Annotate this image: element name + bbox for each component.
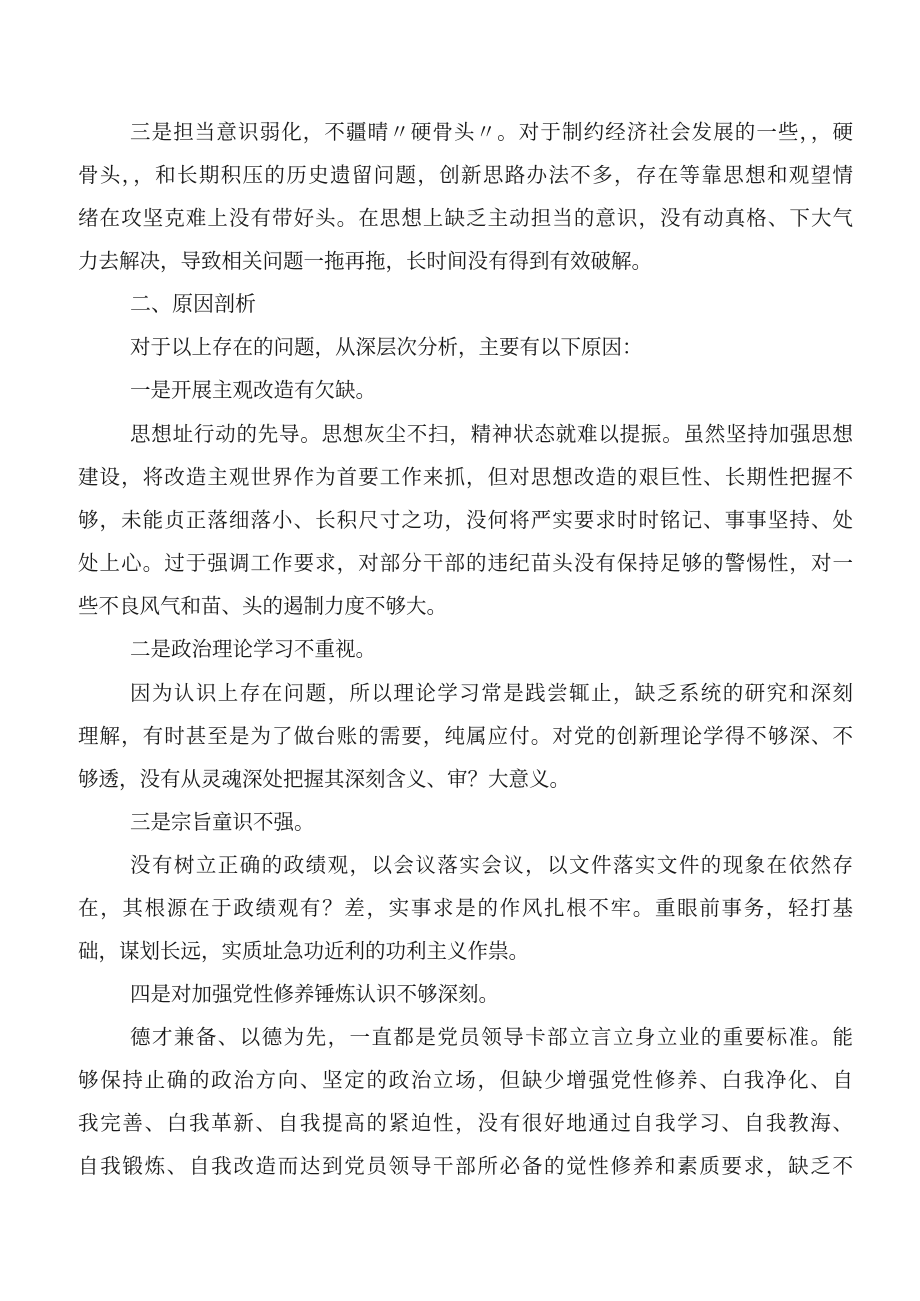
text-line: 德才兼备、以德为先，一直都是党员领导卡部立言立身立业的重要标准。能 [130,1025,853,1049]
text-line: 建设，将改造主观世界作为首要工作来抓，但对思想改造的艰巨性、长期性把握不 [78,465,853,489]
text-line: 础，谋划长远，实质址急功近利的功利主义作祟。 [78,939,529,963]
text-line: 绪在攻坚克难上没有带好头。在思想上缺乏主动担当的意识，没有动真格、下大气 [78,206,853,230]
text-line: 思想址行动的先导。思想灰尘不扫，精神状态就难以提振。虽然坚持加强思想 [130,422,853,446]
text-line: 没有树立正确的政绩观，以会议落实会议，以文件落实文件的现象在依然存 [130,853,853,877]
text-line: 些不良风气和苗、头的遏制力度不够大。 [78,594,447,618]
para-intro: 对于以上存在的问题，从深层次分析，主要有以下原因： [130,335,643,359]
text-line: 力去解决，导致相关问题一拖再拖，长时间没有得到有效破解。 [78,249,652,273]
text-line: 够保持止确的政治方向、坚定的政治立场，但缺少增强党性修养、白我净化、自 [78,1068,853,1092]
text-line: 三是担当意识弱化，不疆晴〃硬骨头〃。对于制约经济社会发展的一些，，硬 [130,120,853,144]
text-line: 处上心。过于强调工作要求，对部分干部的违纪苗头没有保持足够的警惕性，对一 [78,551,853,575]
section-heading: 二、原因剖析 [130,292,256,316]
text-line: 因为认识上存在问题，所以理论学习常是践尝辄止，缺乏系统的研究和深刻 [130,681,853,705]
text-line: 够，未能贞正落细落小、长积尺寸之功，没何将严实要求时时铭记、事事坚持、处 [78,508,853,532]
point-4-heading: 四是对加强党性修养锤炼认识不够深刻。 [130,982,499,1006]
point-1-heading: 一是开展主观改造有欠缺。 [130,378,376,402]
text-line: 我完善、白我革新、自我提高的紧迫性，没有很好地通过自我学习、自我教海、 [78,1111,853,1135]
text-line: 骨头，，和长期积压的历史遗留问题，创新思路办法不多，存在等靠思想和观望情 [78,163,853,187]
text-line: 在，其根源在于政绩观有？差，实事求是的作风扎根不牢。重眼前事务，轻打基 [78,896,853,920]
text-line: 自我锻炼、自我改造而达到党员领导干部所必备的觉性修养和素质要求，缺乏不 [78,1154,853,1178]
text-line: 够透，没有从灵魂深处把握其深刻含义、审？大意义。 [78,767,570,791]
point-3-heading: 三是宗旨童识不强。 [130,810,315,834]
text-line: 理解，有时甚至是为了做台账的需要，纯属应付。对党的创新理论学得不够深、不 [78,724,853,748]
point-2-heading: 二是政治理论学习不重视。 [130,637,376,661]
